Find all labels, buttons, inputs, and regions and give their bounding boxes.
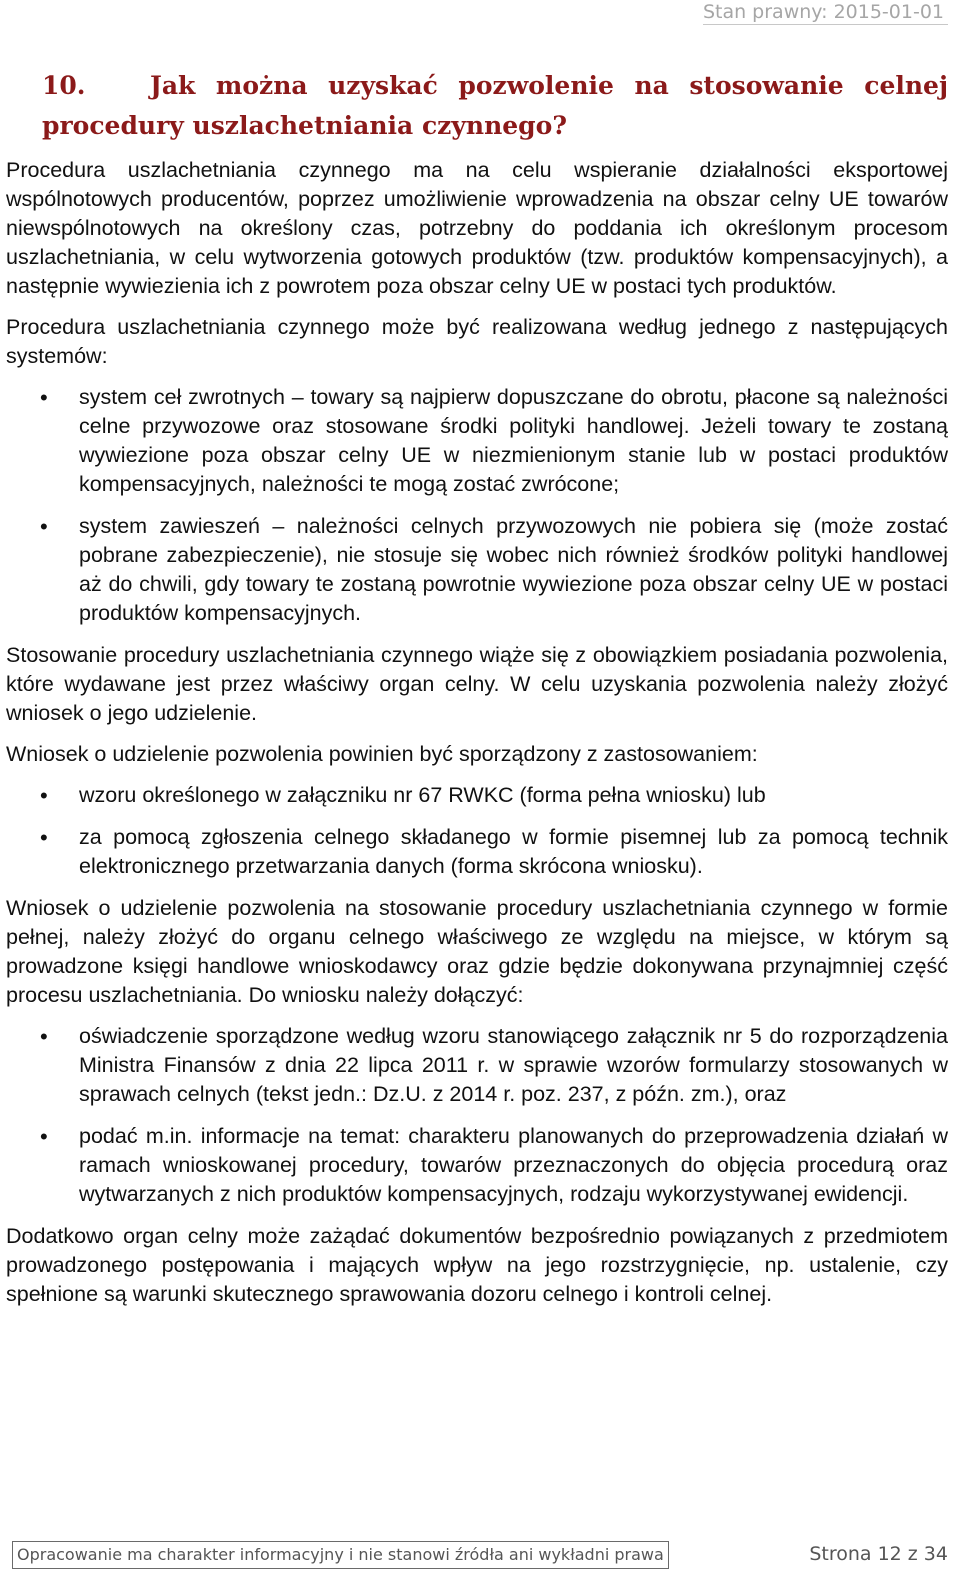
page-footer	[12, 1541, 948, 1571]
list-item	[6, 1022, 948, 1109]
bullet-icon: •	[40, 783, 48, 808]
list-item-text: za pomocą zgłoszenia celnego składanego w formie pisemnej lub za pomocą technik elektronicznego przetwarzania danych (forma skrócona wniosku).	[79, 825, 948, 878]
paragraph-permit-obligation: Stosowanie procedury uszlachetniania czynnego wiąże się z obowiązkiem posiadania pozwolenia, które wydawane jest przez właściwy organ celny. W celu uzyskania pozwolenia należy złożyć wniosek o jego udzielenie.	[6, 643, 948, 725]
list-item-text: system ceł zwrotnych – towary są najpierw dopuszczane do obrotu, płacone są należności celne przywozowe oraz stosowane środki polityki handlowej. Jeżeli towary te zostaną wywiezione poza obszar celny UE w niezmienionym stanie lub w postaci produktów kompensacyjnych, należności te mogą zostać zwrócone;	[79, 385, 948, 496]
paragraph-systems-intro: Procedura uszlachetniania czynnego może być realizowana według jednego z następujących systemów:	[6, 315, 948, 368]
systems-list	[6, 383, 948, 628]
document-body	[6, 156, 948, 1321]
list-item-text: system zawieszeń – należności celnych przywozowych nie pobiera się (może zostać pobrane zabezpieczenie), nie stosuje się wobec nich również środków polityki handlowej aż do chwili, gdy towary te zostaną powrotnie wywiezione poza obszar celny UE w postaci produktów kompensacyjnych.	[79, 514, 948, 625]
attachments-list	[6, 1022, 948, 1209]
paragraph-application-submission: Wniosek o udzielenie pozwolenia na stosowanie procedury uszlachetniania czynnego w formie pełnej, należy złożyć do organu celnego właściwego ze względu na miejsce, w którym są prowadzone księgi handlowe wnioskodawcy oraz gdzie będzie dokonywana przynajmniej część procesu uszlachetniania. Do wniosku należy dołączyć:	[6, 896, 948, 1007]
bullet-icon: •	[40, 1124, 48, 1149]
list-item-text: podać m.in. informacje na temat: charakteru planowanych do przeprowadzenia działań w ramach wnioskowanej procedury, towarów przeznaczonych do objęcia procedurą oraz wytwarzanych z nich produktów kompensacyjnych, rodzaju wykorzystywanej ewidencji.	[79, 1124, 948, 1206]
paragraph-application-form: Wniosek o udzielenie pozwolenia powinien być sporządzony z zastosowaniem:	[6, 742, 758, 766]
paragraph-additional-documents: Dodatkowo organ celny może zażądać dokumentów bezpośrednio powiązanych z przedmiotem prowadzonego postępowania i mających wpływ na jego rozstrzygnięcie, np. ustalenie, czy spełnione są warunki skutecznego sprawowania dozoru celnego i kontroli celnej.	[6, 1224, 948, 1306]
bullet-icon: •	[40, 1024, 48, 1049]
form-list	[6, 781, 948, 881]
page-number: Strona 12 z 34	[809, 1543, 948, 1565]
list-item	[6, 512, 948, 628]
footer-disclaimer: Opracowanie ma charakter informacyjny i nie stanowi źródła ani wykładni prawa	[12, 1541, 669, 1569]
list-item	[6, 1122, 948, 1209]
list-item	[6, 823, 948, 881]
list-item	[6, 781, 948, 810]
section-number: 10.	[42, 71, 86, 100]
list-item-text: oświadczenie sporządzone według wzoru stanowiącego załącznik nr 5 do rozporządzenia Ministra Finansów z dnia 22 lipca 2011 r. w sprawie wzorów formularzy stosowanych w sprawach celnych (tekst jedn.: Dz.U. z 2014 r. poz. 237, z późn. zm.), oraz	[79, 1024, 948, 1106]
list-item-text: wzoru określonego w załączniku nr 67 RWKC (forma pełna wniosku) lub	[79, 783, 766, 807]
legal-status-date: Stan prawny: 2015-01-01	[703, 0, 948, 25]
bullet-icon: •	[40, 825, 48, 850]
section-heading	[42, 66, 948, 146]
bullet-icon: •	[40, 385, 48, 410]
list-item	[6, 383, 948, 499]
section-title: Jak można uzyskać pozwolenie na stosowanie celnej procedury uszlachetniania czynnego?	[42, 71, 948, 140]
paragraph-intro: Procedura uszlachetniania czynnego ma na celu wspieranie działalności eksportowej wspólnotowych producentów, poprzez umożliwienie wprowadzenia na obszar celny UE towarów niewspólnotowych na określony czas, potrzebny do poddania ich określonym procesom uszlachetniania, w celu wytworzenia gotowych produktów (tzw. produktów kompensacyjnych), a następnie wywiezienia ich z powrotem poza obszar celny UE w postaci tych produktów.	[6, 158, 948, 298]
bullet-icon: •	[40, 514, 48, 539]
